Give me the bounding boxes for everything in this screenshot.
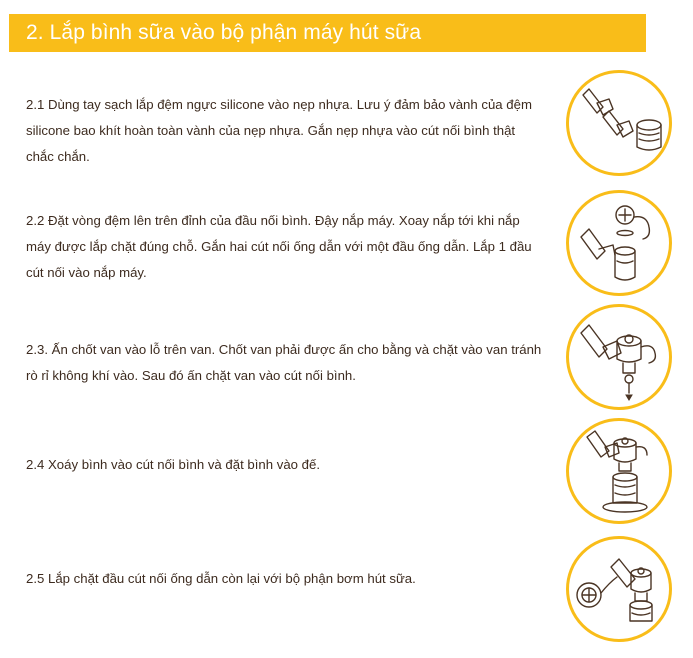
section-title: 2. Lắp bình sữa vào bộ phận máy hút sữa — [26, 21, 422, 44]
breast-shield-assembly-illustration — [566, 70, 672, 176]
step-text-2-4: 2.4 Xoáy bình vào cút nối bình và đặt bình vào đế. — [26, 457, 321, 472]
step-text-2-5: 2.5 Lắp chặt đầu cút nối ống dẫn còn lại với bộ phận bơm hút sữa. — [26, 571, 416, 586]
step-text-2-3: 2.3. Ấn chốt van vào lỗ trên van. Chốt van phải được ấn cho bằng và chặt vào van tránh rò rỉ không khí vào. Sau đó ấn chặt van vào cút nối bình. — [26, 342, 542, 383]
bottle-on-base-illustration — [566, 418, 672, 524]
pump-connection-illustration — [566, 536, 672, 642]
valve-illustration — [566, 304, 672, 410]
step-text-2-1: 2.1 Dùng tay sạch lắp đệm ngực silicone vào nẹp nhựa. Lưu ý đảm bảo vành của đệm silicone bao khít hoàn toàn vành của nẹp nhựa. Gắn nẹp nhựa vào cút nối bình thật chắc chắn. — [26, 97, 532, 164]
step-text-2-2: 2.2 Đặt vòng đệm lên trên đỉnh của đầu nối bình. Đậy nắp máy. Xoay nắp tới khi nắp máy được lắp chặt đúng chỗ. Gắn hai cút nối ống dẫn với một đầu ống dẫn. Lắp 1 đầu cút nối vào nắp máy. — [26, 213, 532, 280]
section-header — [9, 14, 646, 52]
cap-and-tube-illustration — [566, 190, 672, 296]
